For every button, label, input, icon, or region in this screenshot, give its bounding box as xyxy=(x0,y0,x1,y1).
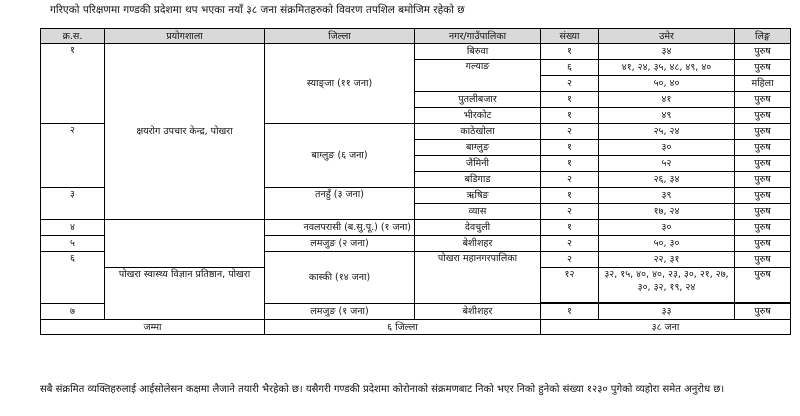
total-row xyxy=(41,320,791,335)
sex-cell: पुरुष xyxy=(735,204,791,220)
header-age: उमेर xyxy=(599,29,735,44)
count-cell: २ xyxy=(541,252,599,268)
footnote: सबै संक्रमित व्यक्तिहरुलाई आईसोलेसन कक्षमा लैजाने तयारी भैरहेको छ। यसैगरी गण्डकी प्रदेशमा कोरोनाको संक्रमणबाट निको भएर निको हुनेको संख्या १२३० पुगेको व्यहोरा समेत अनुरोध छ। xyxy=(40,384,725,395)
age-cell: ५०, ३० xyxy=(599,236,735,252)
count-cell: १२ xyxy=(541,268,599,303)
age-cell: ३४ xyxy=(599,44,735,60)
municipality-cell: पोखरा महानगरपालिका xyxy=(415,252,541,304)
count-cell: १ xyxy=(541,220,599,236)
sex-cell: पुरुष xyxy=(735,156,791,172)
header-lab: प्रयोगशाला xyxy=(105,29,265,44)
total-districts: ६ जिल्ला xyxy=(265,320,541,335)
age-cell: २२, ३१ xyxy=(599,252,735,268)
count-cell: १ xyxy=(541,156,599,172)
municipality-cell: भीरकोट xyxy=(415,108,541,124)
total-people: ३८ जना xyxy=(541,320,791,335)
serial-cell: ३ xyxy=(41,188,105,220)
count-cell: १ xyxy=(541,140,599,156)
count-cell: २ xyxy=(541,172,599,188)
serial-cell: ५ xyxy=(41,236,105,252)
age-cell: ३३ xyxy=(599,304,735,320)
district-cell: स्याङ्जा (११ जना) xyxy=(265,44,415,124)
district-cell: बाग्लुङ (६ जना) xyxy=(265,124,415,188)
header-sex: लिङ्ग xyxy=(735,29,791,44)
table-header-row xyxy=(41,29,791,44)
sex-cell: पुरुष xyxy=(735,172,791,188)
header-count: संख्या xyxy=(541,29,599,44)
municipality-cell: काठेखोला xyxy=(415,124,541,140)
sex-cell: पुरुष xyxy=(735,188,791,204)
sex-cell: पुरुष xyxy=(735,60,791,76)
cases-table xyxy=(40,28,791,335)
sex-cell: पुरुष xyxy=(735,252,791,268)
age-cell: ३२, १५, ४०, ४०, २३, ३०, २१, २७, ३०, ३२, १९, २४ xyxy=(599,268,735,303)
count-cell: २ xyxy=(541,124,599,140)
sex-cell: पुरुष xyxy=(735,220,791,236)
age-cell: २५, २४ xyxy=(599,124,735,140)
total-label: जम्मा xyxy=(41,320,265,335)
district-cell: नवलपरासी (ब.सु.पू.) (१ जना) xyxy=(265,220,415,236)
district-cell: कास्की (१४ जना) xyxy=(265,252,415,304)
lab-cell-empty xyxy=(105,220,265,268)
municipality-cell: बडिगाड xyxy=(415,172,541,188)
count-cell: १ xyxy=(541,188,599,204)
count-cell: ६ xyxy=(541,60,599,76)
municipality-cell: बाग्लुङ xyxy=(415,140,541,156)
age-cell: ४१, २४, ३५, ४८, ४९, ४० xyxy=(599,60,735,76)
age-cell: ३० xyxy=(599,140,735,156)
age-cell: ५२ xyxy=(599,156,735,172)
age-cell: ४१ xyxy=(599,92,735,108)
intro-text: गरिएको परिक्षणमा गण्डकी प्रदेशमा थप भएका नयाँ ३८ जना संक्रमितहरुको विवरण तपशिल बमोजिम रहेको छ xyxy=(50,4,465,16)
age-cell: ३० xyxy=(599,220,735,236)
serial-cell: १ xyxy=(41,44,105,124)
serial-cell: ७ xyxy=(41,304,105,320)
municipality-cell: जैमिनी xyxy=(415,156,541,172)
table-row xyxy=(41,44,791,60)
sex-cell: पुरुष xyxy=(735,44,791,60)
lab-cell: पोखरा स्वास्थ्य विज्ञान प्रतिष्ठान, पोखरा xyxy=(105,268,265,320)
lab-cell: क्षयरोग उपचार केन्द्र, पोखरा xyxy=(105,44,265,220)
municipality-cell: पुतलीबजार xyxy=(415,92,541,108)
count-cell: २ xyxy=(541,76,599,92)
header-serial: क्र.स. xyxy=(41,29,105,44)
sex-cell: पुरुष xyxy=(735,92,791,108)
district-cell: तनहुँ (३ जना) xyxy=(265,188,415,220)
sex-cell: पुरुष xyxy=(735,124,791,140)
age-cell: ५०, ४० xyxy=(599,76,735,92)
table-row xyxy=(41,220,791,236)
count-cell: २ xyxy=(541,204,599,220)
municipality-cell: बिरुवा xyxy=(415,44,541,60)
age-cell: १७, २४ xyxy=(599,204,735,220)
sex-cell: पुरुष xyxy=(735,140,791,156)
age-cell: ३९ xyxy=(599,188,735,204)
sex-cell: पुरुष xyxy=(735,304,791,320)
serial-cell: ६ xyxy=(41,252,105,304)
municipality-cell: देवचुली xyxy=(415,220,541,236)
municipality-cell: व्यास xyxy=(415,204,541,220)
serial-cell: ४ xyxy=(41,220,105,236)
count-cell: १ xyxy=(541,108,599,124)
count-cell: २ xyxy=(541,236,599,252)
municipality-cell: बेशीशहर xyxy=(415,304,541,320)
municipality-cell: ऋषिङ xyxy=(415,188,541,204)
sex-cell: पुरुष xyxy=(735,108,791,124)
age-cell: ४९ xyxy=(599,108,735,124)
district-cell: लमजुङ (१ जना) xyxy=(265,304,415,320)
sex-cell: पुरुष xyxy=(735,268,791,303)
age-cell: २६, ३४ xyxy=(599,172,735,188)
count-cell: १ xyxy=(541,44,599,60)
sex-cell: महिला xyxy=(735,76,791,92)
municipality-cell: बेशीशहर xyxy=(415,236,541,252)
header-district: जिल्ला xyxy=(265,29,415,44)
header-municipality: नगर/गाउँपालिका xyxy=(415,29,541,44)
serial-cell: २ xyxy=(41,124,105,188)
sex-cell: पुरुष xyxy=(735,236,791,252)
count-cell: १ xyxy=(541,92,599,108)
count-cell: १ xyxy=(541,304,599,320)
municipality-cell: गल्याङ xyxy=(415,60,541,92)
district-cell: लमजुङ (२ जना) xyxy=(265,236,415,252)
